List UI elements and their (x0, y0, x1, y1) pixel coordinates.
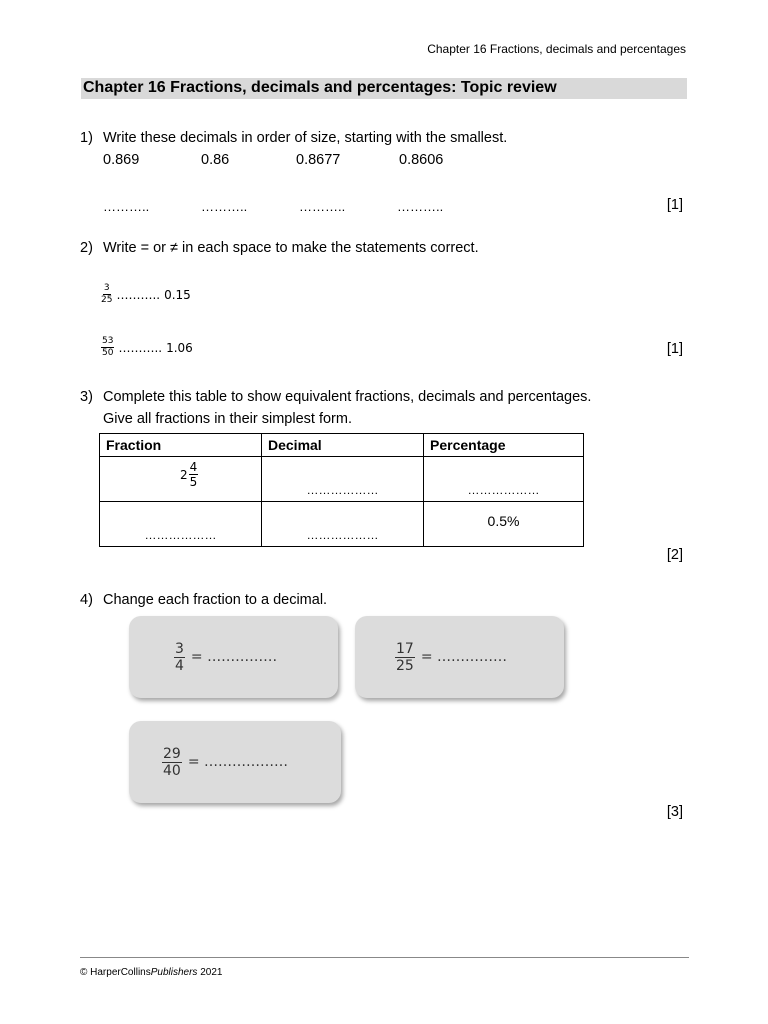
running-header: Chapter 16 Fractions, decimals and percentages (427, 42, 686, 56)
q1-text: Write these decimals in order of size, starting with the smallest. (103, 130, 508, 146)
row1-decimal-cell[interactable] (262, 457, 424, 502)
table-header-row (100, 434, 584, 457)
copyright: © HarperCollinsPublishers 2021 (80, 967, 223, 978)
row2-percentage-cell (424, 502, 584, 547)
q3-text: Complete this table to show equivalent fractions, decimals and percentages. (103, 389, 592, 405)
q2-number: 2) (80, 240, 93, 256)
fraction: $\frac{53}{50}$ (102, 336, 114, 358)
q1-answer-blank-2[interactable]: ……….. (201, 199, 248, 214)
q2-statement-2-blank[interactable]: ……….. (118, 340, 163, 355)
q4-text: Change each fraction to a decimal. (103, 592, 328, 608)
q2-statement-2-value: 1.06 (166, 340, 193, 355)
q1-decimal-4: 0.8606 (399, 152, 444, 168)
fraction-card-2-answer[interactable]: = …………… (420, 649, 508, 665)
q1-decimal-1: 0.869 (103, 152, 140, 168)
row2-fraction-cell[interactable] (100, 502, 262, 547)
fraction: $\frac{3}{4}$ (175, 640, 184, 674)
q2-statement-1-blank[interactable]: ……….. (116, 287, 161, 302)
footer-divider (80, 957, 689, 958)
table-row (100, 457, 584, 502)
q2-marks: [1] (666, 341, 683, 357)
fraction-card-1 (129, 616, 338, 698)
fraction-card-3-answer[interactable]: = ……………… (187, 754, 289, 770)
fraction: $\frac{17}{25}$ (396, 640, 414, 674)
row2-decimal-cell[interactable] (262, 502, 424, 547)
row1-fraction-cell (100, 457, 262, 502)
q1-marks: [1] (666, 197, 683, 213)
q3-text-2: Give all fractions in their simplest form. (103, 411, 352, 427)
q3-marks: [2] (666, 547, 683, 563)
mixed-number: 2 $\frac{4}{5}$ (180, 460, 198, 489)
q2-statement-2 (101, 337, 193, 358)
row2-percentage-value: 0.5% (487, 513, 520, 529)
header-percentage: Percentage (424, 434, 584, 457)
q4-marks: [3] (666, 804, 683, 820)
q2-text: Write = or ≠ in each space to make the statements correct. (103, 240, 479, 256)
q2-statement-1-value: 0.15 (164, 287, 191, 302)
row2-fraction-blank[interactable]: ……………… (144, 528, 217, 542)
fraction: $\frac{3}{25}$ (101, 283, 113, 305)
q1-answer-blank-1[interactable]: ……….. (103, 199, 150, 214)
row2-decimal-blank[interactable]: ……………… (306, 528, 379, 542)
q1-decimal-2: 0.86 (201, 152, 230, 168)
row1-decimal-blank[interactable]: ……………… (306, 483, 379, 497)
q1-answer-blank-4[interactable]: ……….. (397, 199, 444, 214)
fraction-card-2 (355, 616, 564, 698)
row1-percentage-cell[interactable] (424, 457, 584, 502)
row1-percentage-blank[interactable]: ……………… (467, 483, 540, 497)
q1-answer-blank-3[interactable]: ……….. (299, 199, 346, 214)
fraction-card-3 (129, 721, 341, 803)
q4-number: 4) (80, 592, 93, 608)
page-title: Chapter 16 Fractions, decimals and percentages: Topic review (83, 79, 557, 96)
header-decimal: Decimal (262, 434, 424, 457)
q1-number: 1) (80, 130, 93, 146)
q2-statement-1 (101, 284, 191, 305)
header-fraction: Fraction (100, 434, 262, 457)
q1-decimal-3: 0.8677 (296, 152, 341, 168)
fraction: $\frac{29}{40}$ (163, 745, 181, 779)
table-row (100, 502, 584, 547)
q3-number: 3) (80, 389, 93, 405)
fraction-card-1-answer[interactable]: = …………… (190, 649, 278, 665)
equivalents-table (99, 433, 584, 547)
